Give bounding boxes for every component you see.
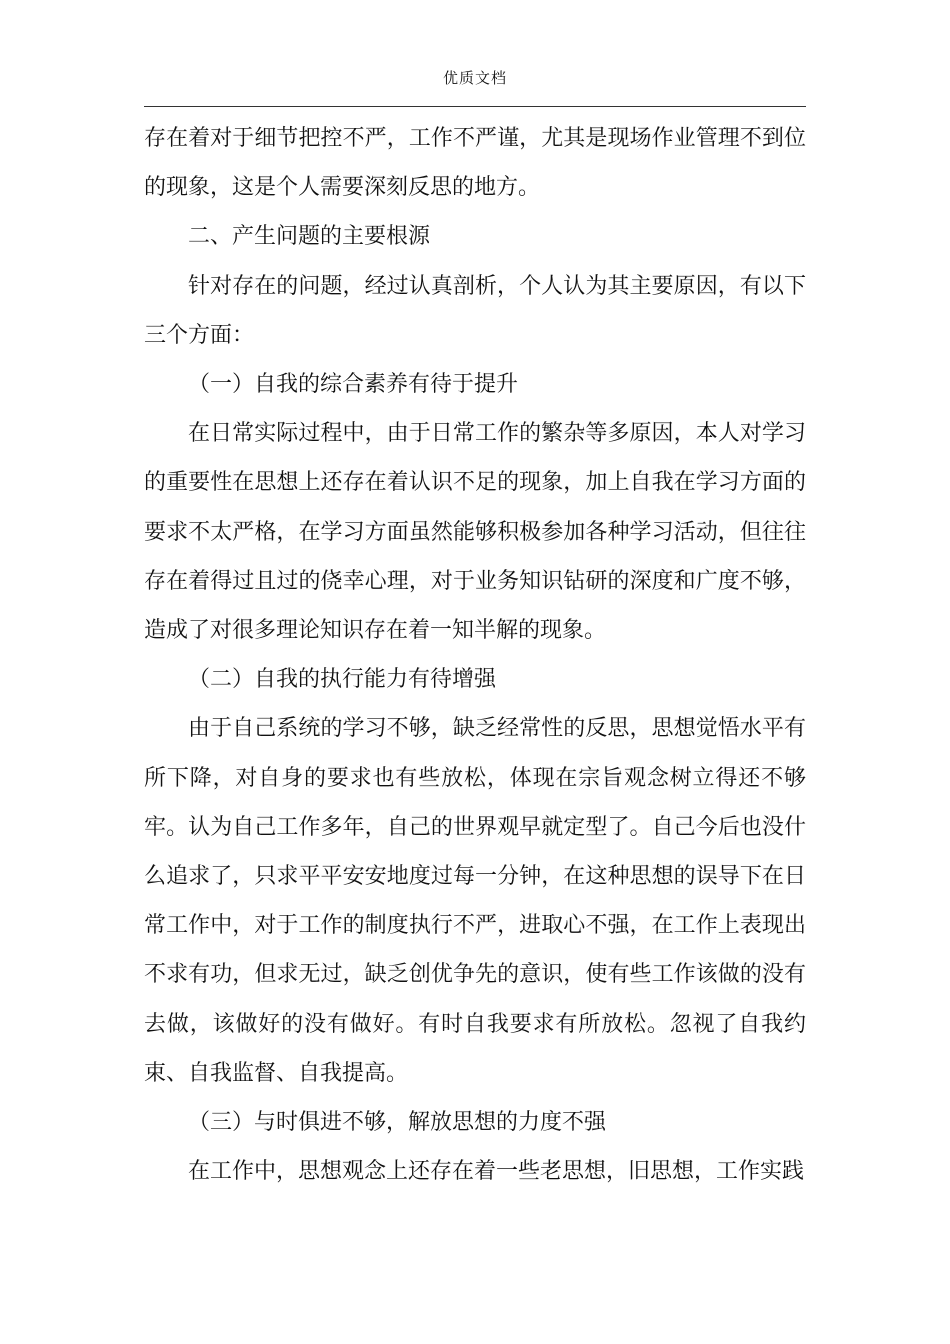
header-divider	[144, 106, 806, 107]
subsection-heading: （三）与时俱进不够，解放思想的力度不强	[188, 1110, 607, 1136]
paragraph: 由于自己系统的学习不够，缺乏经常性的反思，思想觉悟水平有所下降，对自身的要求也有些放松，体现在宗旨观念树立得还不够牢。认为自己工作多年，自己的世界观早就定型了。自己今后也没什么追求了，只求平平安安地度过每一分钟，在这种思想的误导下在日常工作中，对于工作的制度执行不严，进取心不强，在工作上表现出不求有功，但求无过，缺乏创优争先的意识，使有些工作该做的没有去做，该做好的没有做好。有时自我要求有所放松。忽视了自我约束、自我监督、自我提高。	[144, 716, 806, 1086]
paragraph: 针对存在的问题，经过认真剖析，个人认为其主要原因，有以下三个方面：	[144, 273, 806, 348]
paragraph: 在日常实际过程中，由于日常工作的繁杂等多原因，本人对学习的重要性在思想上还存在着认识不足的现象，加上自我在学习方面的要求不太严格，在学习方面虽然能够积极参加各种学习活动，但往往存在着得过且过的侥幸心理，对于业务知识钻研的深度和广度不够，造成了对很多理论知识存在着一知半解的现象。	[144, 421, 806, 644]
section-heading: 二、产生问题的主要根源	[188, 224, 431, 250]
paragraph-continuation: 存在着对于细节把控不严，工作不严谨，尤其是现场作业管理不到位的现象，这是个人需要深刻反思的地方。	[144, 126, 806, 201]
document-body	[144, 114, 806, 1196]
page-header: 优质文档	[442, 69, 507, 87]
paragraph: 在工作中，思想观念上还存在着一些老思想，旧思想，工作实践	[188, 1159, 805, 1185]
subsection-heading: （二）自我的执行能力有待增强	[188, 667, 497, 693]
subsection-heading: （一）自我的综合素养有待于提升	[188, 372, 519, 398]
